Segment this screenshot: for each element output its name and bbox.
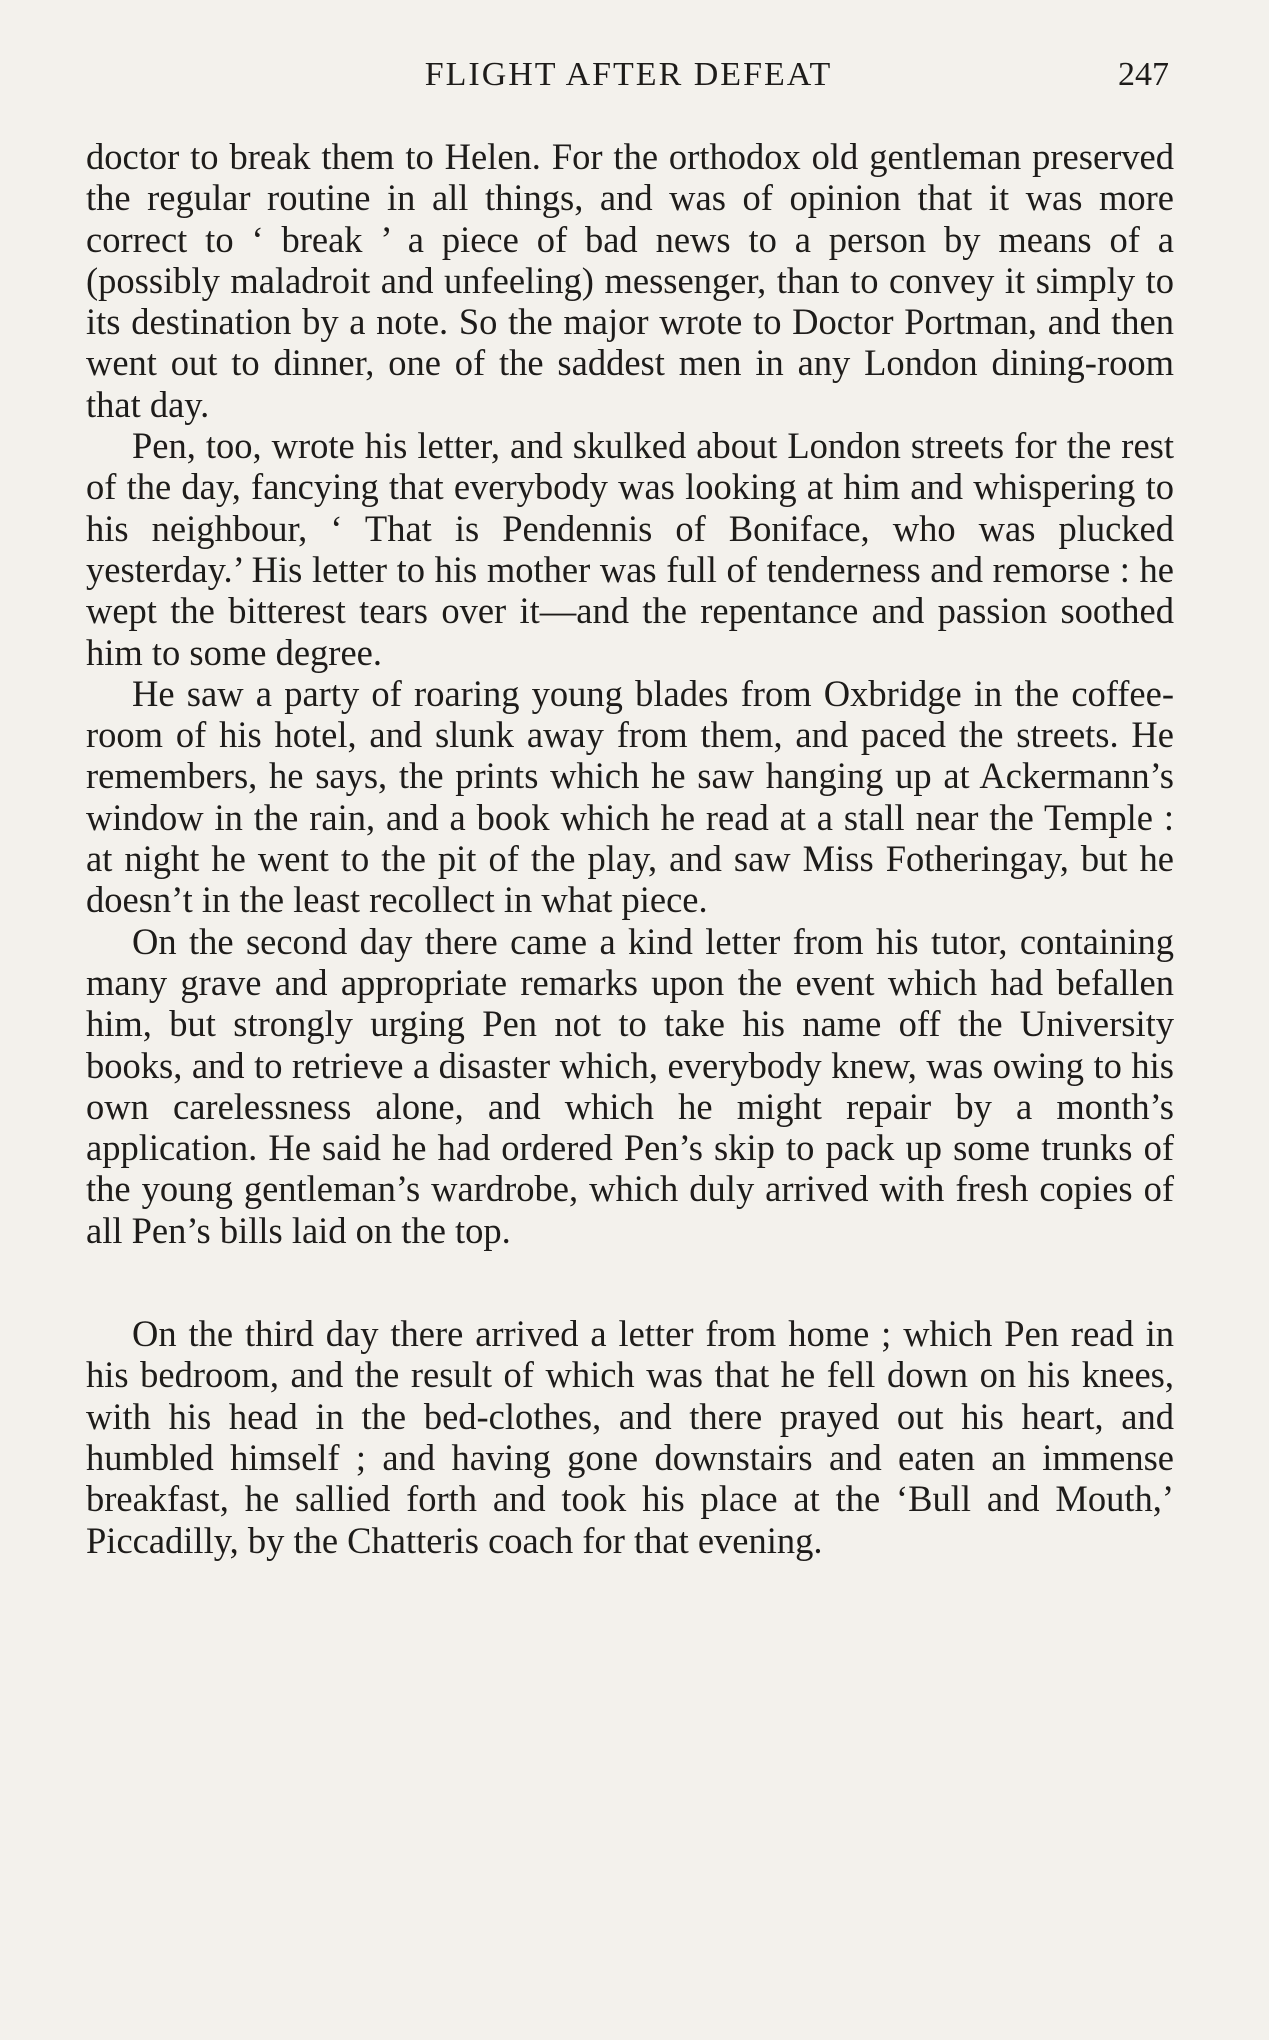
paragraph-pen-letter: Pen, too, wrote his letter, and skulked about London streets for the rest of the day, fancying that everybody was looking at him and whispering to his neighbour, ‘ That is Pendennis of Boniface, who was plucked yesterday.’ His letter to his mother was full of tenderness and remorse : he wept the bitterest tears over it—and the repentance and passion soothed him to some degree. xyxy=(86,425,1174,673)
paragraph-continued: doctor to break them to Helen. For the orthodox old gentleman preserved the regular routine in all things, and was of opinion that it was more correct to ‘ break ’ a piece of bad news to a person by means of a (possibly maladroit and unfeeling) messenger, than to convey it simply to its destination by a note. So the major wrote to Doctor Portman, and then went out to dinner, one of the saddest men in any London dining-room that day. xyxy=(86,136,1174,425)
paragraph-oxbridge-blades: He saw a party of roaring young blades from Oxbridge in the coffee-room of his hotel, and slunk away from them, and paced the streets. He remembers, he says, the prints which he saw hanging up at Ackermann’s window in the rain, and a book which he read at a stall near the Temple : at night he went to the pit of the play, and saw Miss Fotheringay, but he doesn’t in the least recollect in what piece. xyxy=(86,672,1174,921)
paragraph-letter-from-home: On the third day there arrived a letter from home ; which Pen read in his bedroom, and the result of which was that he fell down on his knees, with his head in the bed-clothes, and there prayed out his heart, and humbled himself ; and having gone downstairs and eaten an immense breakfast, he sallied forth and took his place at the ‘Bull and Mouth,’ Piccadilly, by the Chatteris coach for that evening. xyxy=(86,1313,1174,1561)
page-number: 247 xyxy=(1118,56,1169,93)
body-text xyxy=(86,136,1174,1561)
running-head xyxy=(88,56,1169,100)
running-title: FLIGHT AFTER DEFEAT xyxy=(424,56,833,93)
paragraph-tutor-letter: On the second day there came a kind letter from his tutor, containing many grave and appropriate remarks upon the event which had befallen him, but strongly urging Pen not to take his name off the University books, and to retrieve a disaster which, everybody knew, was owing to his own carelessness alone, and which he might repair by a month’s application. He said he had ordered Pen’s skip to pack up some trunks of the young gentleman’s wardrobe, which duly arrived with fresh copies of all Pen’s bills laid on the top. xyxy=(86,920,1174,1251)
